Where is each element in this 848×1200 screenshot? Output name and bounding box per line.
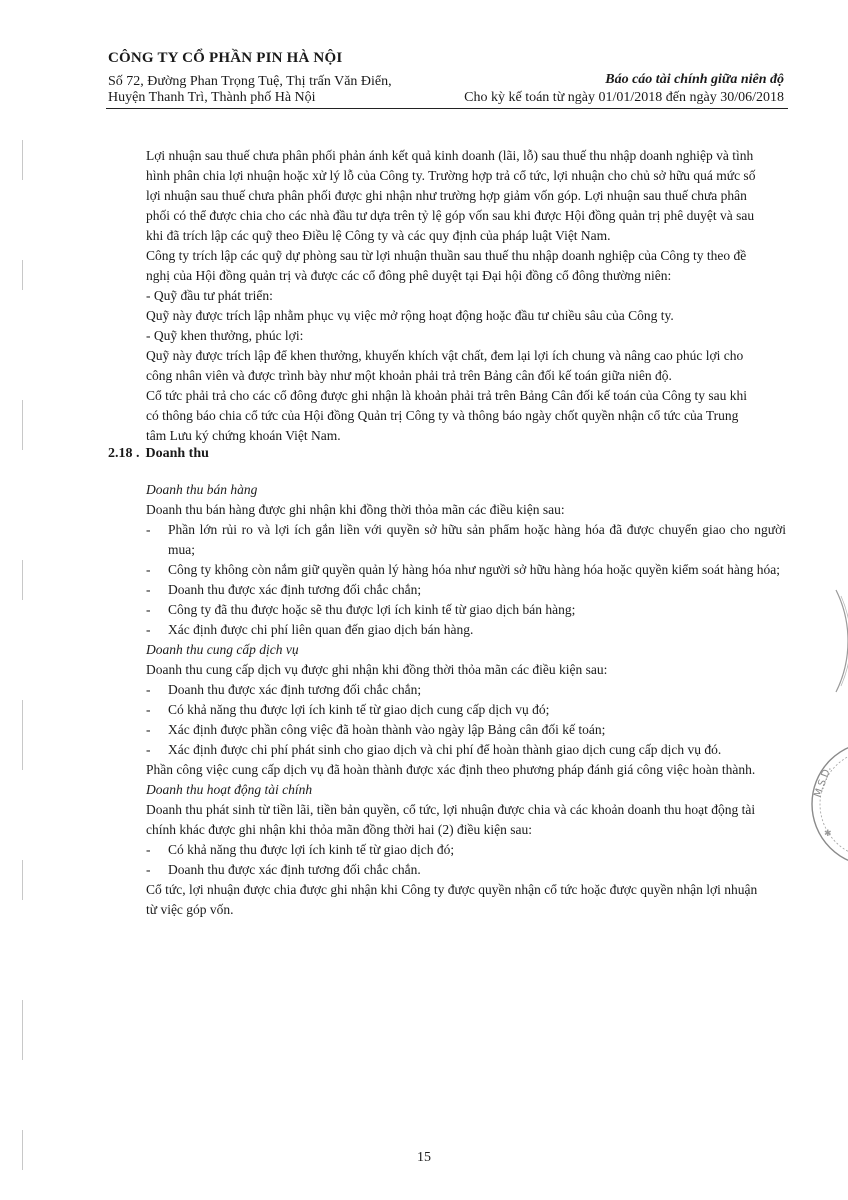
text-line: tâm Lưu ký chứng khoán Việt Nam. <box>146 428 341 443</box>
text-line: nghị của Hội đồng quản trị và được các cổ đông phê duyệt tại Đại hội đồng cổ đông thường niên: <box>146 268 672 283</box>
list-item: - Phần lớn rủi ro và lợi ích gắn liền với quyền sở hữu sản phẩm hoặc hàng hóa đã được chuyển giao cho người mua; <box>146 520 786 560</box>
text-line: có thông báo chia cổ tức của Hội đồng Quản trị Công ty và thông báo ngày chốt quyền nhận cổ tức của Trung <box>146 408 739 423</box>
list-item: - Xác định được phần công việc đã hoàn thành vào ngày lập Bảng cân đối kế toán; <box>146 720 786 740</box>
text-line: Quỹ này được trích lập để khen thưởng, khuyến khích vật chất, đem lại lợi ích chung và nâng cao phúc lợi cho <box>146 348 744 363</box>
list-item: - Doanh thu được xác định tương đối chắc chắn; <box>146 580 786 600</box>
text-line: công nhân viên và được trình bày như một khoản phải trả trên Bảng cân đối kế toán giữa niên độ. <box>146 368 672 383</box>
sales-conditions-list <box>146 520 786 640</box>
subheading-sales: Doanh thu bán hàng <box>146 482 258 497</box>
company-address-line2: Huyện Thanh Trì, Thành phố Hà Nội <box>108 90 316 105</box>
paragraph-dividends <box>146 386 786 446</box>
section-title: Doanh thu <box>145 446 209 461</box>
list-item: - Doanh thu được xác định tương đối chắc chắn. <box>146 860 786 880</box>
report-title: Báo cáo tài chính giữa niên độ <box>605 72 784 87</box>
text-line: lợi nhuận sau thuế chưa phân phối được ghi nhận như trường hợp giảm vốn góp. Lợi nhuận sau thuế chưa phân <box>146 188 747 203</box>
text-line: Cổ tức, lợi nhuận được chia được ghi nhận khi Công ty được quyền nhận cổ tức hoặc được quyền nhận lợi nhuận <box>146 882 758 897</box>
subheading-financial: Doanh thu hoạt động tài chính <box>146 782 313 797</box>
header-divider <box>106 108 788 109</box>
text-line: - Quỹ đầu tư phát triển: <box>146 288 273 303</box>
text-line: Công ty trích lập các quỹ dự phòng sau từ lợi nhuận thuần sau thuế thu nhập doanh nghiệp của Công ty theo đề <box>146 248 747 263</box>
paragraph-retained-earnings <box>146 146 786 246</box>
text-line: Quỹ này được trích lập nhằm phục vụ việc mở rộng hoạt động hoặc đầu tư chiều sâu của Công ty. <box>146 308 674 323</box>
text-line: từ việc góp vốn. <box>146 902 234 917</box>
financial-note <box>146 880 786 920</box>
company-address-line1: Số 72, Đường Phan Trọng Tuệ, Thị trấn Văn Điển, <box>108 74 392 89</box>
list-item: - Xác định được chi phí phát sinh cho giao dịch và chi phí để hoàn thành giao dịch cung cấp dịch vụ đó. <box>146 740 786 760</box>
text-line: Cổ tức phải trả cho các cổ đông được ghi nhận là khoản phải trả trên Bảng Cân đối kế toán của Công ty sau khi <box>146 388 747 403</box>
list-item: - Có khả năng thu được lợi ích kinh tế từ giao dịch đó; <box>146 840 786 860</box>
text-line: Doanh thu phát sinh từ tiền lãi, tiền bản quyền, cổ tức, lợi nhuận được chia và các khoản doanh thu hoạt động tài <box>146 802 756 817</box>
services-intro: Doanh thu cung cấp dịch vụ được ghi nhận khi đồng thời thỏa mãn các điều kiện sau: <box>146 662 608 677</box>
paragraph-reserve-funds <box>146 246 786 386</box>
section-number: 2.18 . <box>108 446 140 461</box>
text-line: hình phân chia lợi nhuận hoặc xử lý lỗ của Công ty. Trường hợp trả cổ tức, lợi nhuận cho chủ sở hữu quá mức số <box>146 168 756 183</box>
stamp-arc-fragment <box>808 586 848 696</box>
company-seal-stamp <box>804 734 848 874</box>
section-heading <box>108 446 209 462</box>
text-line: Lợi nhuận sau thuế chưa phân phối phản ánh kết quả kinh doanh (lãi, lỗ) sau thuế thu nhập doanh nghiệp và tình <box>146 148 754 163</box>
services-conditions-list <box>146 680 786 760</box>
stamp-text: M.S.D. <box>812 764 834 800</box>
report-period: Cho kỳ kế toán từ ngày 01/01/2018 đến ngày 30/06/2018 <box>464 90 784 105</box>
text-line: - Quỹ khen thưởng, phúc lợi: <box>146 328 304 343</box>
list-item: - Công ty không còn nắm giữ quyền quản lý hàng hóa như người sở hữu hàng hóa hoặc quyền kiểm soát hàng hóa; <box>146 560 786 580</box>
subheading-services: Doanh thu cung cấp dịch vụ <box>146 642 299 657</box>
financial-intro <box>146 800 786 840</box>
stamp-star-icon: ✱ <box>824 829 832 839</box>
list-item: - Doanh thu được xác định tương đối chắc chắn; <box>146 680 786 700</box>
sales-intro: Doanh thu bán hàng được ghi nhận khi đồng thời thỏa mãn các điều kiện sau: <box>146 502 565 517</box>
revenue-content <box>146 480 786 920</box>
binding-marks <box>20 140 28 1180</box>
services-note: Phần công việc cung cấp dịch vụ đã hoàn thành được xác định theo phương pháp đánh giá công việc hoàn thành. <box>146 762 756 777</box>
list-item: - Có khả năng thu được lợi ích kinh tế từ giao dịch cung cấp dịch vụ đó; <box>146 700 786 720</box>
list-item: - Công ty đã thu được hoặc sẽ thu được lợi ích kinh tế từ giao dịch bán hàng; <box>146 600 786 620</box>
list-item: - Xác định được chi phí liên quan đến giao dịch bán hàng. <box>146 620 786 640</box>
page-number: 15 <box>417 1150 431 1165</box>
text-line: phối có thể được chia cho các nhà đầu tư dựa trên tỷ lệ góp vốn sau khi được Hội đồng quản trị phê duyệt và sau <box>146 208 755 223</box>
text-line: khi đã trích lập các quỹ theo Điều lệ Công ty và các quy định của pháp luật Việt Nam. <box>146 228 611 243</box>
upper-content <box>146 146 786 446</box>
financial-conditions-list <box>146 840 786 880</box>
company-name: CÔNG TY CỔ PHẦN PIN HÀ NỘI <box>108 50 343 66</box>
text-line: chính khác được ghi nhận khi thỏa mãn đồng thời hai (2) điều kiện sau: <box>146 822 533 837</box>
